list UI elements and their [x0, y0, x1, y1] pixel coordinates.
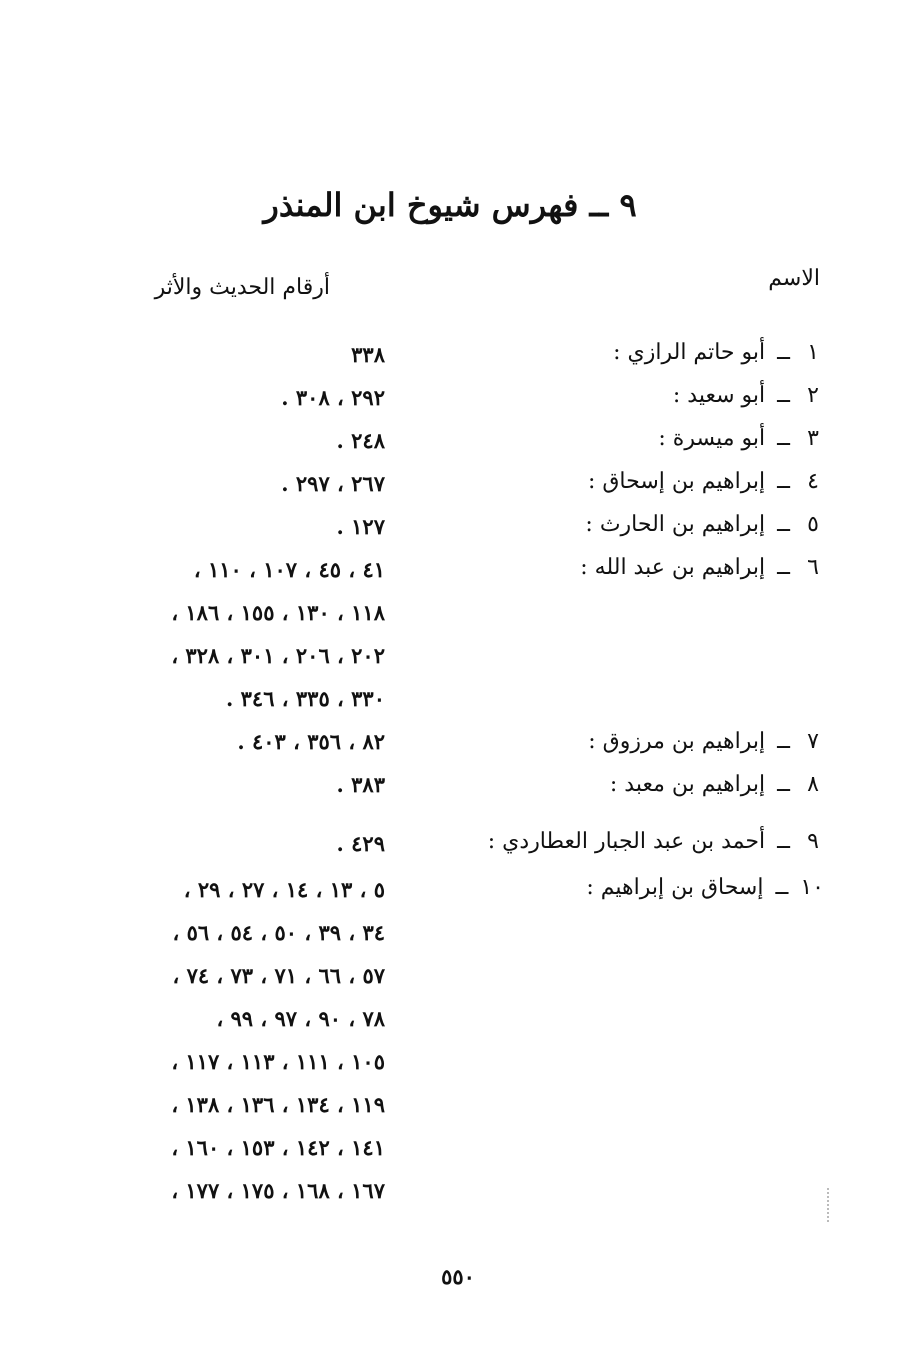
entry-name-row: [444, 555, 824, 580]
entry-name-row: [444, 875, 824, 900]
entry-name-row: [444, 383, 824, 408]
page-number: ٥٥٠: [441, 1264, 475, 1289]
dash-separator: ــ: [777, 383, 790, 408]
reference-numbers-line: ٣٨٣ .: [336, 772, 385, 797]
reference-numbers-line: ١٢٧ .: [336, 514, 385, 539]
dash-separator: ــ: [777, 426, 790, 451]
dash-separator: ــ: [775, 875, 789, 900]
dash-separator: ــ: [777, 772, 790, 797]
entry-number: ٩: [807, 829, 819, 854]
reference-numbers-line: ٨٢ ، ٣٥٦ ، ٤٠٣ .: [237, 729, 385, 754]
margin-mark: [827, 1188, 831, 1222]
reference-numbers-line: ٢٩٢ ، ٣٠٨ .: [281, 385, 385, 410]
entry-name: إبراهيم بن الحارث :: [585, 512, 766, 537]
dash-separator: ــ: [777, 555, 790, 580]
entry-name: إبراهيم بن إسحاق :: [587, 469, 766, 494]
entry-number: ٤: [807, 469, 819, 494]
reference-numbers-line: ٥ ، ١٣ ، ١٤ ، ٢٧ ، ٢٩ ،: [183, 877, 385, 902]
entry-number: ١٠: [800, 875, 824, 900]
column-header-name: الاسم: [768, 266, 820, 291]
entry-number: ٨: [807, 772, 819, 797]
reference-numbers-line: ٤١ ، ٤٥ ، ١٠٧ ، ١١٠ ،: [193, 557, 385, 582]
dash-separator: ــ: [777, 512, 790, 537]
reference-numbers-line: ٥٧ ، ٦٦ ، ٧١ ، ٧٣ ، ٧٤ ،: [172, 963, 385, 988]
dash-separator: ــ: [777, 340, 790, 365]
reference-numbers-line: ٣٣٨: [351, 342, 385, 367]
reference-numbers-line: ١٦٧ ، ١٦٨ ، ١٧٥ ، ١٧٧ ،: [171, 1178, 385, 1203]
entry-name: أحمد بن عبد الجبار العطاردي :: [487, 829, 766, 854]
entry-name: إبراهيم بن عبد الله :: [580, 555, 766, 580]
entry-name-row: [444, 426, 824, 451]
reference-numbers-line: ١٤١ ، ١٤٢ ، ١٥٣ ، ١٦٠ ،: [171, 1135, 385, 1160]
reference-numbers-line: ٤٢٩ .: [336, 831, 385, 856]
entry-name: أبو حاتم الرازي :: [613, 340, 766, 365]
entry-name-row: [444, 469, 824, 494]
dash-separator: ــ: [777, 729, 790, 754]
entry-number: ٧: [807, 729, 819, 754]
entry-name-row: [444, 340, 824, 365]
entry-name: إبراهيم بن مرزوق :: [588, 729, 766, 754]
reference-numbers-line: ٧٨ ، ٩٠ ، ٩٧ ، ٩٩ ،: [216, 1006, 385, 1031]
entry-number: ٥: [807, 512, 819, 537]
reference-numbers-line: ٢٠٢ ، ٢٠٦ ، ٣٠١ ، ٣٢٨ ،: [171, 643, 385, 668]
page-title: ٩ ــ فهرس شيوخ ابن المنذر: [263, 186, 637, 224]
reference-numbers-line: ١١٨ ، ١٣٠ ، ١٥٥ ، ١٨٦ ،: [171, 600, 385, 625]
entry-name: إسحاق بن إبراهيم :: [586, 875, 764, 900]
entry-name: أبو ميسرة :: [658, 426, 766, 451]
reference-numbers-line: ٣٤ ، ٣٩ ، ٥٠ ، ٥٤ ، ٥٦ ،: [172, 920, 385, 945]
reference-numbers-line: ١٠٥ ، ١١١ ، ١١٣ ، ١١٧ ،: [171, 1049, 385, 1074]
entry-name-row: [444, 729, 824, 754]
column-header-numbers: أرقام الحديث والأثر: [154, 275, 330, 300]
dash-separator: ــ: [777, 469, 790, 494]
reference-numbers-line: ٣٣٠ ، ٣٣٥ ، ٣٤٦ .: [226, 686, 385, 711]
entry-number: ٢: [807, 383, 819, 408]
reference-numbers-line: ٢٤٨ .: [336, 428, 385, 453]
entry-number: ١: [807, 340, 819, 365]
entry-name-row: [444, 829, 824, 854]
entry-number: ٦: [807, 555, 819, 580]
entry-name: أبو سعيد :: [672, 383, 766, 408]
reference-numbers-line: ٢٦٧ ، ٢٩٧ .: [281, 471, 385, 496]
reference-numbers-line: ١١٩ ، ١٣٤ ، ١٣٦ ، ١٣٨ ،: [171, 1092, 385, 1117]
entry-name-row: [444, 772, 824, 797]
entry-name-row: [444, 512, 824, 537]
entry-number: ٣: [807, 426, 819, 451]
entry-name: إبراهيم بن معبد :: [609, 772, 766, 797]
dash-separator: ــ: [777, 829, 790, 854]
